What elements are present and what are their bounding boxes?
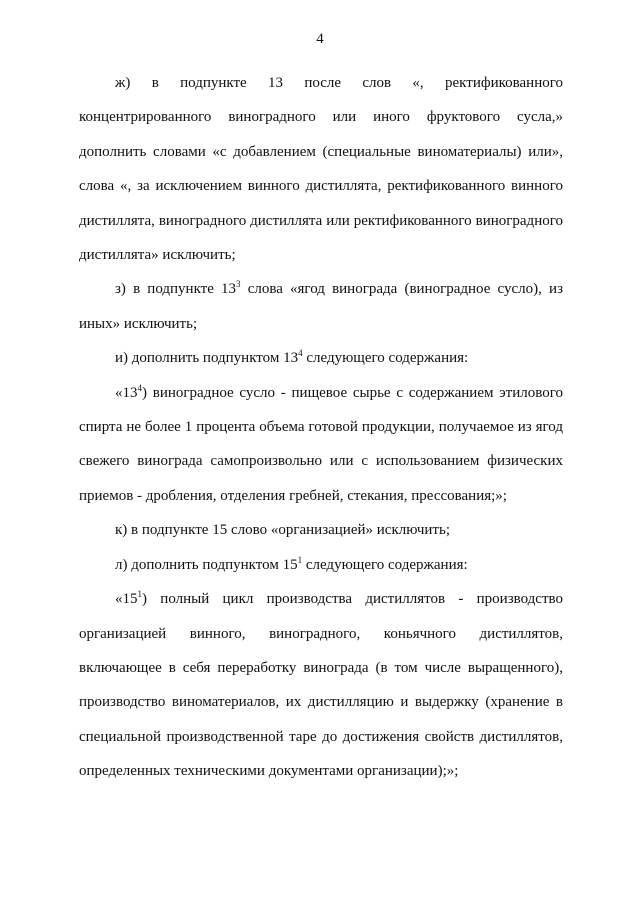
paragraph-text: з) в подпункте 13 [115,281,237,298]
paragraph-z [79,272,563,341]
superscript: 4 [137,382,142,393]
document-body [79,66,563,789]
page-number: 4 [316,31,324,47]
paragraph-text: и) дополнить подпунктом 13 [115,350,299,367]
paragraph-text: «15 [115,591,138,608]
paragraph-text: «13 [115,384,138,401]
paragraph-text: л) дополнить подпунктом 15 [115,556,298,573]
paragraph-definition-grape-must [79,376,563,514]
superscript: 1 [297,554,303,565]
paragraph-k: к) в подпункте 15 слово «организацией» исключить; [115,522,450,539]
paragraph-text: следующего содержания: [302,556,468,573]
paragraph-zh: ж) в подпункте 13 после слов «, ректификованного концентрированного виноградного или иного фруктового сусла,» дополнить словами «с добавлением (специальные виноматериалы) или», слова «, за исключением винного дистиллята, ректификованного винного дистиллята, виноградного дистиллята или ректификованного виноградного дистиллята» исключить; [79,75,563,264]
superscript: 1 [137,589,142,600]
paragraph-text: ) полный цикл производства дистиллятов - производство организацией винного, виноградного, коньячного дистиллятов, включающее в себя переработку винограда (в том числе выращенного), производство виноматериалов, их дистилляцию и выдержку (хранение в специальной производственной таре до достижения свойств дистиллятов, определенных техническими документами организации);»; [79,591,563,780]
paragraph-text: слова «ягод винограда (виноградное сусло), из иных» исключить; [79,281,563,332]
paragraph-l [79,548,563,582]
paragraph-definition-full-cycle [79,582,563,788]
paragraph-text: следующего содержания: [302,350,469,367]
paragraph-i [79,341,563,375]
superscript: 3 [236,279,241,290]
superscript: 4 [298,348,303,359]
paragraph-text: ) виноградное сусло - пищевое сырье с содержанием этилового спирта не более 1 процента объема готовой продукции, получаемое из ягод свежего винограда самопроизвольно или с использованием физических приемов - дробления, отделения гребней, стекания, прессования;»; [79,384,563,504]
